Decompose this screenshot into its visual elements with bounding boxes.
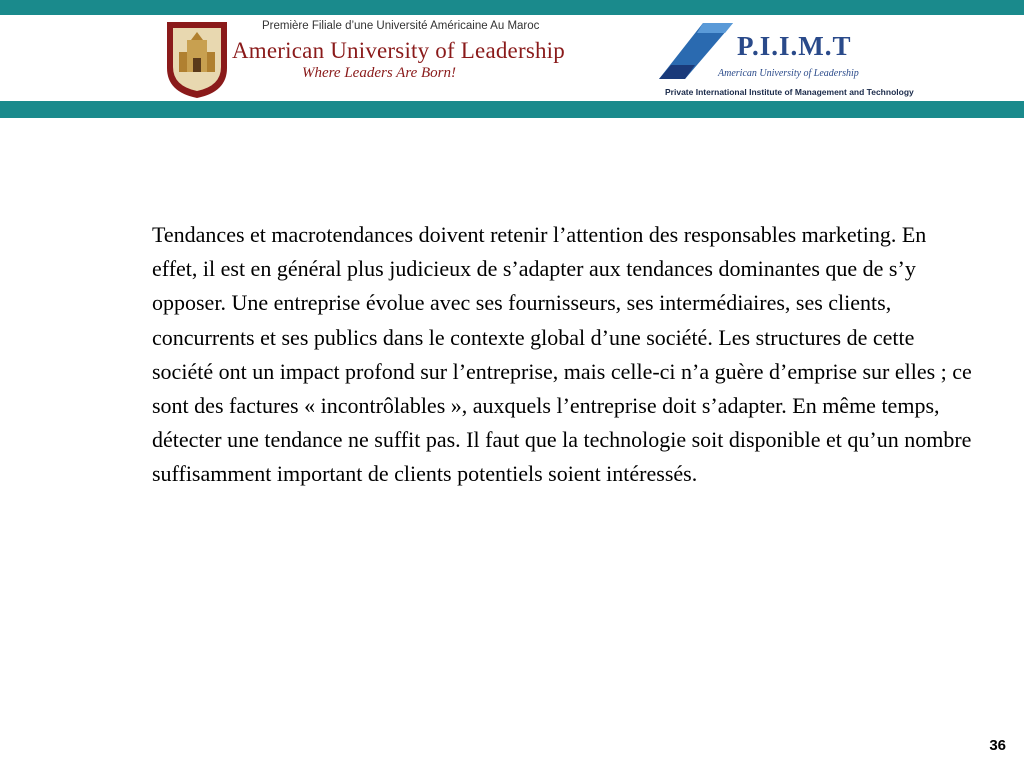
piimt-name: P.I.I.M.T	[737, 31, 852, 61]
aul-brand	[232, 20, 612, 82]
body-paragraph: Tendances et macrotendances doivent retenir l’attention des responsables marketing. En effet, il est en général plus judicieux de s’adapter aux tendances dominantes que de s’y opposer. Une entreprise évolue avec ses fournisseurs, ses intermédiaires, ses clients, concurrents et ses publics dans le contexte global d’une société. Les structures de cette société ont un impact profond sur l’entreprise, mais celle-ci n’a guère d’emprise sur elles ; ce sont des factures « incontrôlables », auxquels l’entreprise doit s’adapter. En même temps, détecter une tendance ne suffit pas. Il faut que la technologie soit disponible et qu’un nombre suffisamment important de clients potentiels soient intéressés.	[152, 222, 972, 487]
aul-seal-logo	[163, 18, 231, 100]
aul-name: American University of Leadership	[232, 38, 565, 63]
slide-body	[152, 218, 972, 492]
aul-subtitle: Première Filiale d’une Université Américaine Au Maroc	[262, 20, 540, 32]
header-bottom-band	[0, 101, 1024, 118]
slide-number: 36	[989, 737, 1006, 754]
header-top-band	[0, 0, 1024, 15]
piimt-fullname: Private International Institute of Management and Technology	[665, 87, 914, 97]
piimt-tagline: American University of Leadership	[718, 68, 859, 79]
aul-slogan: Where Leaders Are Born!	[302, 65, 456, 81]
header	[0, 15, 1024, 101]
